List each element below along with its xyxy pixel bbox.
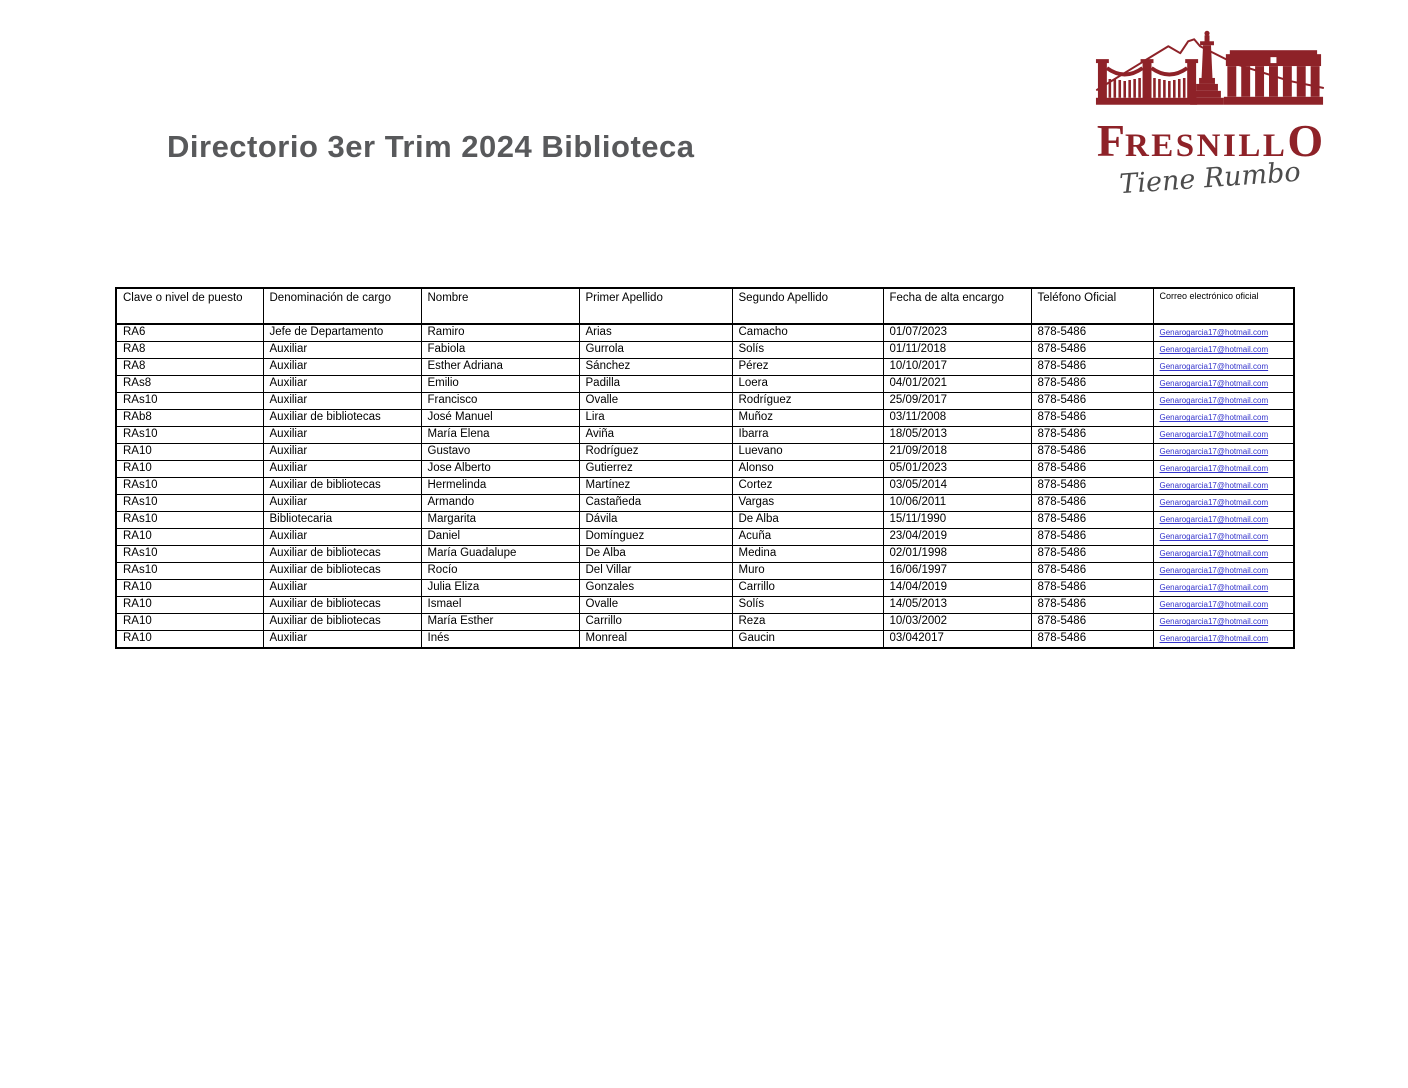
cell-correo [1153, 410, 1294, 427]
table-row [116, 444, 1294, 461]
table-row [116, 597, 1294, 614]
cell-segundo-apellido: Pérez [732, 359, 883, 376]
cell-primer-apellido: Rodríguez [579, 444, 732, 461]
cell-fecha-alta: 02/01/1998 [883, 546, 1031, 563]
table-row [116, 580, 1294, 597]
cell-correo [1153, 563, 1294, 580]
table-row [116, 393, 1294, 410]
cell-clave: RA10 [116, 580, 263, 597]
cell-segundo-apellido: Acuña [732, 529, 883, 546]
cell-fecha-alta: 04/01/2021 [883, 376, 1031, 393]
cell-telefono: 878-5486 [1031, 324, 1153, 342]
directory-table-body [116, 324, 1294, 648]
cell-nombre: Francisco [421, 393, 579, 410]
cell-telefono: 878-5486 [1031, 563, 1153, 580]
cell-clave: RAb8 [116, 410, 263, 427]
cell-primer-apellido: Gonzales [579, 580, 732, 597]
cell-segundo-apellido: Ibarra [732, 427, 883, 444]
cell-cargo: Auxiliar [263, 529, 421, 546]
cell-telefono: 878-5486 [1031, 478, 1153, 495]
email-link[interactable]: Genarogarcia17@hotmail.com [1159, 396, 1269, 406]
cell-fecha-alta: 18/05/2013 [883, 427, 1031, 444]
cell-primer-apellido: De Alba [579, 546, 732, 563]
table-row [116, 427, 1294, 444]
cell-telefono: 878-5486 [1031, 461, 1153, 478]
cell-cargo: Jefe de Departamento [263, 324, 421, 342]
cell-cargo: Auxiliar de bibliotecas [263, 614, 421, 631]
cell-fecha-alta: 16/06/1997 [883, 563, 1031, 580]
cell-clave: RA10 [116, 614, 263, 631]
cell-cargo: Auxiliar [263, 631, 421, 649]
cell-correo [1153, 546, 1294, 563]
cell-clave: RA10 [116, 444, 263, 461]
email-link[interactable]: Genarogarcia17@hotmail.com [1159, 515, 1269, 525]
cell-fecha-alta: 14/04/2019 [883, 580, 1031, 597]
cell-nombre: Ramiro [421, 324, 579, 342]
cell-cargo: Auxiliar [263, 359, 421, 376]
cell-fecha-alta: 23/04/2019 [883, 529, 1031, 546]
cell-telefono: 878-5486 [1031, 512, 1153, 529]
cell-nombre: Esther Adriana [421, 359, 579, 376]
email-link[interactable]: Genarogarcia17@hotmail.com [1159, 634, 1269, 644]
cell-fecha-alta: 01/11/2018 [883, 342, 1031, 359]
cell-segundo-apellido: Medina [732, 546, 883, 563]
cell-correo [1153, 461, 1294, 478]
email-link[interactable]: Genarogarcia17@hotmail.com [1159, 532, 1269, 542]
email-link[interactable]: Genarogarcia17@hotmail.com [1159, 583, 1269, 593]
cell-segundo-apellido: Muro [732, 563, 883, 580]
email-link[interactable]: Genarogarcia17@hotmail.com [1159, 345, 1269, 355]
cell-correo [1153, 359, 1294, 376]
cell-telefono: 878-5486 [1031, 410, 1153, 427]
cell-primer-apellido: Castañeda [579, 495, 732, 512]
cell-clave: RAs10 [116, 512, 263, 529]
cell-telefono: 878-5486 [1031, 546, 1153, 563]
cell-primer-apellido: Lira [579, 410, 732, 427]
cell-clave: RAs10 [116, 563, 263, 580]
cell-clave: RA8 [116, 342, 263, 359]
cell-fecha-alta: 10/10/2017 [883, 359, 1031, 376]
cell-telefono: 878-5486 [1031, 342, 1153, 359]
cell-correo [1153, 427, 1294, 444]
cell-segundo-apellido: Luevano [732, 444, 883, 461]
table-row [116, 512, 1294, 529]
email-link[interactable]: Genarogarcia17@hotmail.com [1159, 549, 1269, 559]
cell-primer-apellido: Domínguez [579, 529, 732, 546]
table-row [116, 614, 1294, 631]
cell-telefono: 878-5486 [1031, 614, 1153, 631]
cell-correo [1153, 444, 1294, 461]
cell-nombre: Jose Alberto [421, 461, 579, 478]
cell-segundo-apellido: Rodríguez [732, 393, 883, 410]
cell-nombre: Fabiola [421, 342, 579, 359]
cell-nombre: Rocío [421, 563, 579, 580]
cell-primer-apellido: Gutierrez [579, 461, 732, 478]
cell-fecha-alta: 01/07/2023 [883, 324, 1031, 342]
brand-letter-last: O [1287, 115, 1324, 166]
cell-fecha-alta: 14/05/2013 [883, 597, 1031, 614]
cell-primer-apellido: Gurrola [579, 342, 732, 359]
table-row [116, 529, 1294, 546]
cell-nombre: Emilio [421, 376, 579, 393]
cell-telefono: 878-5486 [1031, 376, 1153, 393]
email-link[interactable]: Genarogarcia17@hotmail.com [1159, 362, 1269, 372]
col-header-cargo: Denominación de cargo [263, 288, 421, 324]
cell-correo [1153, 529, 1294, 546]
cell-clave: RAs10 [116, 546, 263, 563]
email-link[interactable]: Genarogarcia17@hotmail.com [1159, 379, 1269, 389]
table-row [116, 410, 1294, 427]
cell-fecha-alta: 10/03/2002 [883, 614, 1031, 631]
cell-primer-apellido: Monreal [579, 631, 732, 649]
cell-nombre: María Elena [421, 427, 579, 444]
cell-correo [1153, 614, 1294, 631]
table-row [116, 342, 1294, 359]
col-header-telefono: Teléfono Oficial [1031, 288, 1153, 324]
cell-primer-apellido: Martínez [579, 478, 732, 495]
cell-correo [1153, 393, 1294, 410]
brand-letter-first: F [1096, 115, 1125, 166]
col-header-fecha-alta: Fecha de alta encargo [883, 288, 1031, 324]
cell-nombre: Gustavo [421, 444, 579, 461]
fresnillo-logo [1078, 26, 1342, 201]
table-row [116, 376, 1294, 393]
cell-fecha-alta: 03/042017 [883, 631, 1031, 649]
cell-primer-apellido: Ovalle [579, 393, 732, 410]
cell-telefono: 878-5486 [1031, 359, 1153, 376]
table-row [116, 563, 1294, 580]
cell-telefono: 878-5486 [1031, 444, 1153, 461]
cell-nombre: Daniel [421, 529, 579, 546]
cell-segundo-apellido: Cortez [732, 478, 883, 495]
cell-cargo: Auxiliar [263, 580, 421, 597]
cell-primer-apellido: Sánchez [579, 359, 732, 376]
table-header-row [116, 288, 1294, 324]
cell-segundo-apellido: Muñoz [732, 410, 883, 427]
email-link[interactable]: Genarogarcia17@hotmail.com [1159, 413, 1269, 423]
table-row [116, 495, 1294, 512]
cell-telefono: 878-5486 [1031, 597, 1153, 614]
cell-primer-apellido: Ovalle [579, 597, 732, 614]
cell-primer-apellido: Del Villar [579, 563, 732, 580]
cell-fecha-alta: 10/06/2011 [883, 495, 1031, 512]
cell-correo [1153, 376, 1294, 393]
cell-telefono: 878-5486 [1031, 393, 1153, 410]
cell-fecha-alta: 05/01/2023 [883, 461, 1031, 478]
email-link[interactable]: Genarogarcia17@hotmail.com [1159, 481, 1269, 491]
cell-clave: RA10 [116, 461, 263, 478]
cell-clave: RAs10 [116, 495, 263, 512]
cell-nombre: María Guadalupe [421, 546, 579, 563]
cell-nombre: Hermelinda [421, 478, 579, 495]
cell-clave: RAs10 [116, 427, 263, 444]
cell-telefono: 878-5486 [1031, 631, 1153, 649]
cell-telefono: 878-5486 [1031, 495, 1153, 512]
cell-cargo: Auxiliar de bibliotecas [263, 563, 421, 580]
col-header-correo: Correo electrónico oficial [1153, 288, 1294, 324]
cell-correo [1153, 324, 1294, 342]
cell-clave: RAs10 [116, 393, 263, 410]
cell-cargo: Auxiliar [263, 444, 421, 461]
brand-wordmark [1078, 115, 1342, 166]
cell-primer-apellido: Dávila [579, 512, 732, 529]
col-header-primer-apellido: Primer Apellido [579, 288, 732, 324]
email-link[interactable]: Genarogarcia17@hotmail.com [1159, 464, 1269, 474]
cell-segundo-apellido: Camacho [732, 324, 883, 342]
cell-telefono: 878-5486 [1031, 529, 1153, 546]
table-row [116, 546, 1294, 563]
cell-primer-apellido: Arias [579, 324, 732, 342]
cell-correo [1153, 631, 1294, 649]
cell-primer-apellido: Aviña [579, 427, 732, 444]
cell-fecha-alta: 03/11/2008 [883, 410, 1031, 427]
table-row [116, 461, 1294, 478]
cell-cargo: Auxiliar [263, 495, 421, 512]
cell-segundo-apellido: Carrillo [732, 580, 883, 597]
cell-correo [1153, 580, 1294, 597]
cell-correo [1153, 495, 1294, 512]
cell-clave: RA10 [116, 529, 263, 546]
brand-tagline: Tiene Rumbo [1118, 156, 1302, 201]
cell-correo [1153, 478, 1294, 495]
cell-fecha-alta: 15/11/1990 [883, 512, 1031, 529]
col-header-segundo-apellido: Segundo Apellido [732, 288, 883, 324]
cell-telefono: 878-5486 [1031, 427, 1153, 444]
cell-segundo-apellido: Reza [732, 614, 883, 631]
cell-segundo-apellido: De Alba [732, 512, 883, 529]
table-row [116, 478, 1294, 495]
cell-segundo-apellido: Vargas [732, 495, 883, 512]
cell-cargo: Auxiliar [263, 342, 421, 359]
cell-nombre: Julia Eliza [421, 580, 579, 597]
email-link[interactable]: Genarogarcia17@hotmail.com [1159, 498, 1269, 508]
cell-telefono: 878-5486 [1031, 580, 1153, 597]
brand-letters-middle: RESNILL [1124, 128, 1288, 164]
col-header-clave: Clave o nivel de puesto [116, 288, 263, 324]
cell-segundo-apellido: Alonso [732, 461, 883, 478]
page-title: Directorio 3er Trim 2024 Biblioteca [167, 128, 695, 164]
cell-primer-apellido: Padilla [579, 376, 732, 393]
cell-nombre: Armando [421, 495, 579, 512]
cell-correo [1153, 597, 1294, 614]
cell-cargo: Auxiliar [263, 461, 421, 478]
cell-cargo: Auxiliar [263, 393, 421, 410]
cell-clave: RA8 [116, 359, 263, 376]
cell-cargo: Auxiliar [263, 376, 421, 393]
cell-nombre: Ismael [421, 597, 579, 614]
table-row [116, 324, 1294, 342]
email-link[interactable]: Genarogarcia17@hotmail.com [1159, 447, 1269, 457]
cell-primer-apellido: Carrillo [579, 614, 732, 631]
cell-nombre: José Manuel [421, 410, 579, 427]
cell-clave: RA10 [116, 631, 263, 649]
table-row [116, 631, 1294, 649]
table-row [116, 359, 1294, 376]
cell-cargo: Auxiliar [263, 427, 421, 444]
cell-clave: RA6 [116, 324, 263, 342]
col-header-nombre: Nombre [421, 288, 579, 324]
email-link[interactable]: Genarogarcia17@hotmail.com [1159, 430, 1269, 440]
cell-cargo: Auxiliar de bibliotecas [263, 478, 421, 495]
fresnillo-monument-icon [1091, 26, 1329, 121]
cell-segundo-apellido: Gaucin [732, 631, 883, 649]
email-link[interactable]: Genarogarcia17@hotmail.com [1159, 328, 1269, 338]
cell-cargo: Bibliotecaria [263, 512, 421, 529]
cell-cargo: Auxiliar de bibliotecas [263, 597, 421, 614]
cell-fecha-alta: 03/05/2014 [883, 478, 1031, 495]
cell-clave: RAs10 [116, 478, 263, 495]
cell-fecha-alta: 21/09/2018 [883, 444, 1031, 461]
cell-clave: RA10 [116, 597, 263, 614]
cell-segundo-apellido: Solís [732, 597, 883, 614]
cell-correo [1153, 342, 1294, 359]
cell-segundo-apellido: Loera [732, 376, 883, 393]
directory-table [115, 287, 1295, 649]
cell-cargo: Auxiliar de bibliotecas [263, 546, 421, 563]
cell-fecha-alta: 25/09/2017 [883, 393, 1031, 410]
cell-nombre: Inés [421, 631, 579, 649]
email-link[interactable]: Genarogarcia17@hotmail.com [1159, 600, 1269, 610]
cell-nombre: Margarita [421, 512, 579, 529]
email-link[interactable]: Genarogarcia17@hotmail.com [1159, 617, 1269, 627]
cell-correo [1153, 512, 1294, 529]
email-link[interactable]: Genarogarcia17@hotmail.com [1159, 566, 1269, 576]
cell-cargo: Auxiliar de bibliotecas [263, 410, 421, 427]
cell-clave: RAs8 [116, 376, 263, 393]
cell-segundo-apellido: Solís [732, 342, 883, 359]
cell-nombre: María Esther [421, 614, 579, 631]
